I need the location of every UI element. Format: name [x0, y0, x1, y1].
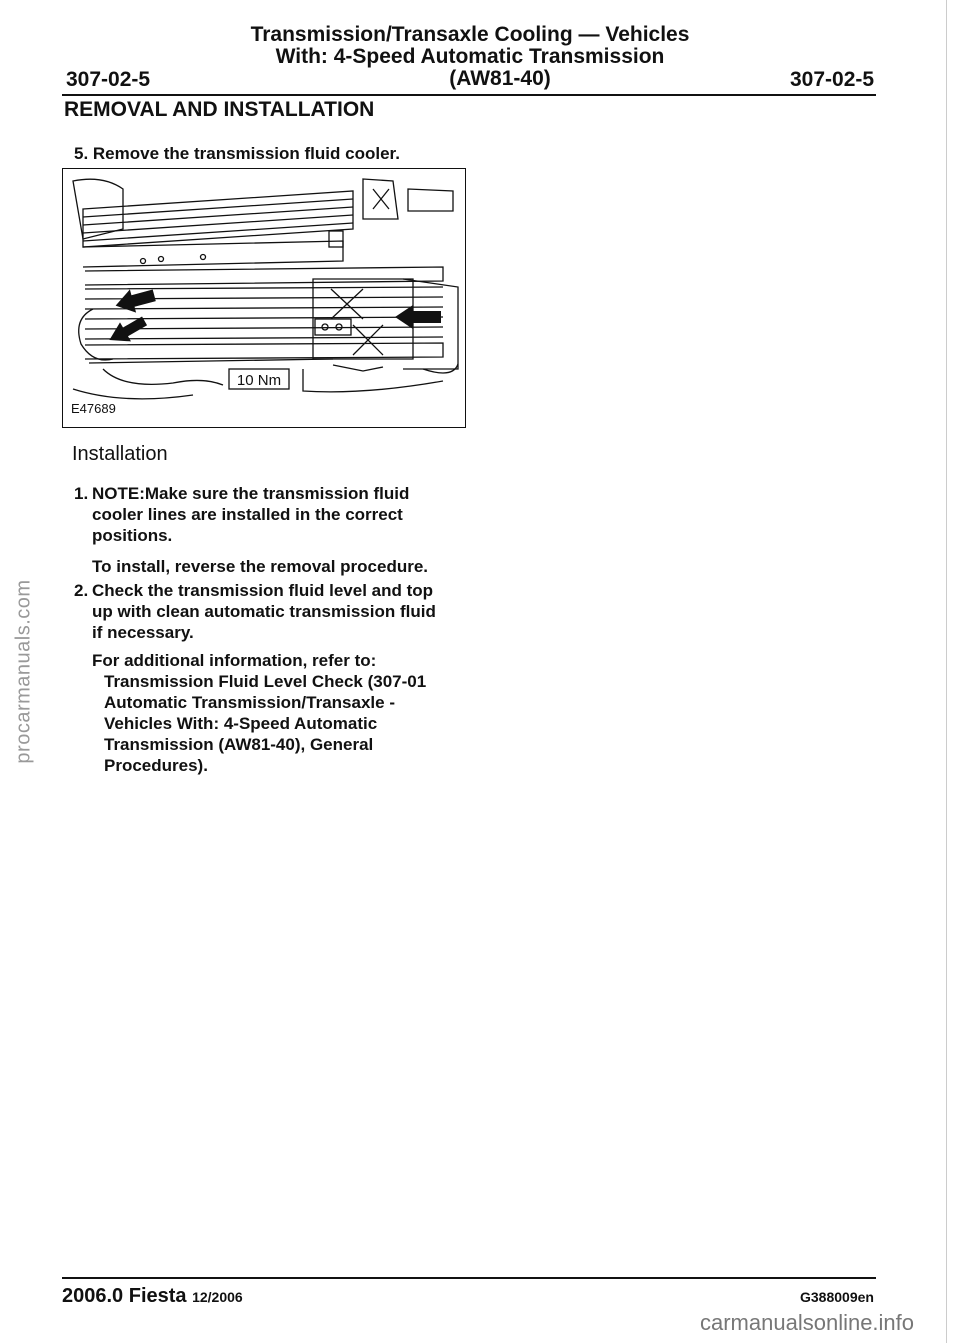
torque-label: 10 Nm [236, 372, 282, 389]
header-rule [62, 94, 876, 96]
margin-line [946, 0, 947, 1343]
page-number-left: 307-02-5 [66, 68, 151, 91]
footer-code: G388009en [800, 1289, 874, 1305]
bottom-watermark: carmanualsonline.info [700, 1310, 915, 1335]
cooler-illustration [63, 169, 465, 427]
reference-link-line1[interactable]: Transmission Fluid Level Check (307-01 [104, 672, 427, 691]
header-title-line2: With: 4-Speed Automatic Transmission [275, 45, 665, 68]
step-1-note-line1: NOTE:Make sure the transmission fluid [92, 484, 410, 503]
reference-link-line3[interactable]: Vehicles With: 4-Speed Automatic [104, 714, 378, 733]
section-title: REMOVAL AND INSTALLATION [64, 98, 375, 121]
reference-link-line2[interactable]: Automatic Transmission/Transaxle - [104, 693, 395, 712]
step-1-note-line3: positions. [92, 526, 173, 545]
figure-id: E47689 [71, 401, 116, 416]
installation-heading: Installation [72, 443, 168, 465]
step-2-number: 2. [74, 581, 89, 600]
step-1-number: 1. [74, 484, 89, 503]
step-2-line3: if necessary. [92, 623, 194, 642]
reference-link-line4[interactable]: Transmission (AW81-40), General [104, 735, 374, 754]
side-watermark: procarmanuals.com [12, 579, 35, 764]
reference-link-line5[interactable]: Procedures). [104, 756, 208, 775]
step-1-text: To install, reverse the removal procedure. [92, 557, 429, 576]
step-2-line1: Check the transmission fluid level and top [92, 581, 434, 600]
footer-date: 12/2006 [192, 1289, 243, 1305]
footer-model-name: 2006.0 Fiesta [62, 1285, 187, 1307]
footer-rule [62, 1277, 876, 1279]
step-2-line2: up with clean automatic transmission fluid [92, 602, 436, 621]
footer-model [62, 1285, 243, 1308]
header-title-line1: Transmission/Transaxle Cooling — Vehicles [250, 23, 690, 46]
header-title-line3: (AW81-40) [449, 67, 551, 90]
step-1-note-line2: cooler lines are installed in the correct [92, 505, 403, 524]
reference-intro: For additional information, refer to: [92, 651, 377, 670]
step-5-text: 5. Remove the transmission fluid cooler. [74, 144, 400, 163]
page-number-right: 307-02-5 [790, 68, 875, 91]
figure-transmission-cooler [62, 168, 466, 428]
